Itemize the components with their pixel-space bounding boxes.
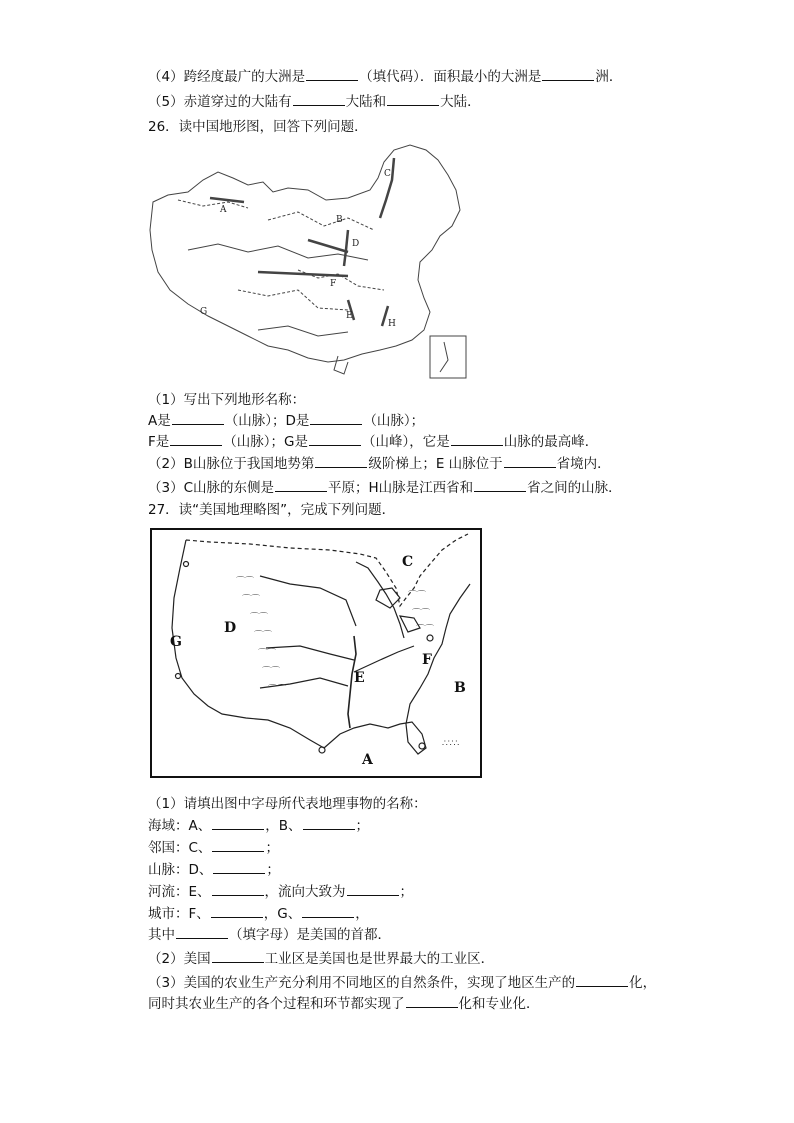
text: 省之间的山脉． bbox=[527, 480, 622, 496]
text: 其中 bbox=[148, 927, 175, 943]
answer-blank[interactable] bbox=[212, 839, 264, 852]
map-letter-f: F bbox=[422, 652, 432, 668]
q27-sea bbox=[148, 817, 369, 835]
text: 洲． bbox=[595, 69, 623, 85]
map-letter-b: B bbox=[336, 215, 343, 225]
answer-blank[interactable] bbox=[451, 433, 503, 446]
map-letter-e: E bbox=[346, 311, 353, 321]
answer-blank[interactable] bbox=[576, 974, 628, 987]
q27-s3 bbox=[148, 974, 656, 992]
svg-text:⌒⌒: ⌒⌒ bbox=[242, 595, 261, 605]
map-letter-g: G bbox=[200, 307, 208, 317]
svg-text:⌒⌒: ⌒⌒ bbox=[254, 631, 273, 641]
map-letter-d: D bbox=[224, 620, 237, 636]
text: （4）跨经度最广的大洲是 bbox=[148, 69, 306, 85]
q25-line-5 bbox=[148, 93, 481, 111]
text: ； bbox=[399, 884, 414, 900]
q26-s2 bbox=[148, 455, 611, 473]
svg-text:⌒⌒: ⌒⌒ bbox=[408, 591, 427, 601]
answer-blank[interactable] bbox=[212, 817, 264, 830]
map-letter-h: H bbox=[388, 319, 396, 329]
q26-s3 bbox=[148, 479, 622, 497]
q25-line-4 bbox=[148, 68, 622, 86]
text: 化和专业化． bbox=[458, 996, 540, 1012]
svg-text:⌒⌒: ⌒⌒ bbox=[262, 667, 281, 677]
text: （山脉）； bbox=[363, 413, 425, 429]
text: （3）C山脉的东侧是 bbox=[148, 480, 275, 496]
text: 省境内． bbox=[556, 456, 611, 472]
svg-text:⌒⌒: ⌒⌒ bbox=[416, 625, 435, 635]
text: 邻国：C、 bbox=[148, 840, 212, 856]
answer-blank[interactable] bbox=[212, 950, 264, 963]
china-terrain-map bbox=[148, 140, 470, 382]
text: （山峰），它是 bbox=[361, 434, 450, 450]
q27-capital bbox=[148, 926, 391, 944]
answer-blank[interactable] bbox=[302, 905, 354, 918]
q26-a-line bbox=[148, 412, 424, 430]
text: ； bbox=[266, 862, 280, 878]
q26-title: 26．读中国地形图，回答下列问题． bbox=[148, 119, 368, 135]
answer-blank[interactable] bbox=[275, 479, 327, 492]
text: 化， bbox=[629, 975, 657, 991]
usa-geography-map bbox=[150, 528, 482, 778]
answer-blank[interactable] bbox=[387, 93, 439, 106]
q26-f-line bbox=[148, 433, 598, 451]
text: F是 bbox=[148, 434, 170, 450]
answer-blank[interactable] bbox=[303, 817, 355, 830]
text: 河流：E、 bbox=[148, 884, 211, 900]
svg-text:∴∵∴: ∴∵∴ bbox=[442, 739, 460, 749]
text: ； bbox=[265, 840, 279, 856]
answer-blank[interactable] bbox=[293, 93, 345, 106]
q27-s3-cont bbox=[148, 995, 540, 1013]
answer-blank[interactable] bbox=[406, 995, 458, 1008]
text: ，G、 bbox=[263, 906, 302, 922]
text: ，B、 bbox=[265, 818, 302, 834]
text: A是 bbox=[148, 413, 171, 429]
answer-blank[interactable] bbox=[309, 433, 361, 446]
svg-text:⌒⌒: ⌒⌒ bbox=[258, 649, 277, 659]
answer-blank[interactable] bbox=[306, 68, 358, 81]
text: 山脉：D、 bbox=[148, 862, 213, 878]
answer-blank[interactable] bbox=[212, 883, 264, 896]
text: 工业区是美国也是世界最大的工业区． bbox=[264, 951, 495, 967]
text: 海域：A、 bbox=[148, 818, 212, 834]
text: 山脉的最高峰． bbox=[503, 434, 599, 450]
q27-mountain bbox=[148, 861, 280, 879]
map-letter-b: B bbox=[454, 680, 466, 696]
map-letter-a: A bbox=[362, 752, 373, 768]
text: （5）赤道穿过的大陆有 bbox=[148, 94, 292, 110]
q27-city bbox=[148, 905, 369, 923]
answer-blank[interactable] bbox=[542, 68, 594, 81]
text: 同时其农业生产的各个过程和环节都实现了 bbox=[148, 996, 405, 1012]
map-letter-c: C bbox=[384, 169, 391, 179]
map-letter-a: A bbox=[220, 205, 227, 215]
svg-text:⌒⌒: ⌒⌒ bbox=[250, 613, 269, 623]
text: （3）美国的农业生产充分利用不同地区的自然条件，实现了地区生产的 bbox=[148, 975, 576, 991]
text: ，流向大致为 bbox=[264, 884, 346, 900]
q27-s2 bbox=[148, 950, 494, 968]
text: 大陆和 bbox=[345, 94, 387, 110]
text: （2）美国 bbox=[148, 951, 211, 967]
answer-blank[interactable] bbox=[315, 455, 367, 468]
q26-s1: （1）写出下列地形名称： bbox=[148, 392, 306, 408]
svg-text:⌒⌒: ⌒⌒ bbox=[268, 685, 287, 695]
text: 平原；H山脉是江西省和 bbox=[328, 480, 474, 496]
answer-blank[interactable] bbox=[310, 412, 362, 425]
q27-s1: （1）请填出图中字母所代表地理事物的名称： bbox=[148, 796, 427, 812]
q27-neighbor bbox=[148, 839, 279, 857]
map-letter-e: E bbox=[354, 670, 365, 686]
text: ， bbox=[355, 906, 369, 922]
text: （填字母）是美国的首都． bbox=[229, 927, 391, 943]
text: （填代码）．面积最小的大洲是 bbox=[359, 69, 542, 85]
answer-blank[interactable] bbox=[211, 905, 263, 918]
text: （山脉）；G是 bbox=[223, 434, 308, 450]
q27-river bbox=[148, 883, 413, 901]
answer-blank[interactable] bbox=[347, 883, 399, 896]
svg-text:⌒⌒: ⌒⌒ bbox=[236, 577, 255, 587]
svg-text:⌒⌒: ⌒⌒ bbox=[412, 609, 431, 619]
answer-blank[interactable] bbox=[172, 412, 224, 425]
answer-blank[interactable] bbox=[170, 433, 222, 446]
text: （山脉）；D是 bbox=[224, 413, 310, 429]
text: 城市：F、 bbox=[148, 906, 210, 922]
answer-blank[interactable] bbox=[213, 861, 265, 874]
map-letter-d: D bbox=[352, 239, 360, 249]
map-letter-f: F bbox=[330, 279, 337, 289]
map-letter-c: C bbox=[402, 554, 414, 570]
map-letter-g: G bbox=[170, 634, 182, 650]
text: ； bbox=[355, 818, 370, 834]
answer-blank[interactable] bbox=[474, 479, 526, 492]
answer-blank[interactable] bbox=[504, 455, 556, 468]
q27-title: 27．读“美国地理略图”，完成下列问题． bbox=[148, 502, 396, 518]
answer-blank[interactable] bbox=[176, 926, 228, 939]
text: （2）B山脉位于我国地势第 bbox=[148, 456, 315, 472]
text: 级阶梯上；E 山脉位于 bbox=[368, 456, 503, 472]
text: 大陆． bbox=[440, 94, 481, 110]
